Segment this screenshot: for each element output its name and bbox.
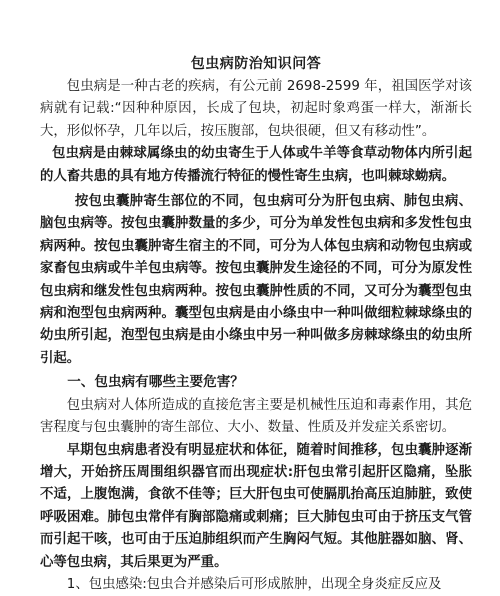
paragraph-complication: 1、包虫感染:包虫合并感染后可形成脓肿，出现全身炎症反应及 (66, 576, 442, 592)
paragraph-classification: 按包虫囊肿寄生部位的不同，包虫病可分为肝包虫病、肺包虫病、脑包虫病等。按包虫囊肿数量的多少，可分为单发性包虫病和多发性包虫病两种。按包虫囊肿寄生宿主的不同，可分为人体包虫病和动物包虫病或家畜包虫病或牛羊包虫病等。按包虫囊肿发生途径的不同，可分为原发性包虫病和继发性包虫病两种。按包虫囊肿性质的不同，又可分为囊型包虫病和泡型包虫病两种。囊型包虫病是由小绦虫中一种叫做细粒棘球绦虫的幼虫所引起，泡型包虫病是由小绦虫中另一种叫做多房棘球绦虫的幼虫所引起。 (40, 194, 472, 366)
paragraph-definition: 包虫病是由棘球属绦虫的幼虫寄生于人体或牛羊等食草动物体内所引起的人畜共患的具有地方传播流行特征的慢性寄生虫病，也叫棘球蚴病。 (40, 146, 472, 184)
section-heading: 一、包虫病有哪些主要危害？ (67, 374, 244, 391)
document-title: 包虫病防治知识问答 (190, 56, 322, 72)
paragraph-symptoms: 早期包虫病患者没有明显症状和体征，随着时间推移，包虫囊肿逐渐增大，开始挤压周围组织器官而出现症状:肝包虫常引起肝区隐痛，坠胀不适，上腹饱满，食欲不佳等；巨大肝包虫可使膈肌抬高压迫肺脏，致使呼吸困难。肺包虫常伴有胸部隐痛或刺痛；巨大肺包虫可由于挤压支气管而引起干咳，也可由于压迫肺组织而产生胸闷气短。其他脏器如脑、肾、心等包虫病，其后果更为严重。 (40, 442, 472, 570)
paragraph-hazards: 包虫病对人体所造成的直接危害主要是机械性压迫和毒素作用，其危害程度与包虫囊肿的寄生部位、大小、数量、性质及并发症关系密切。 (40, 397, 472, 436)
paragraph-intro: 包虫病是一种古老的疾病，有公元前 2698-2599 年，祖国医学对该病就有记载:“因种种原因，长成了包块，初起时象鸡蛋一样大，渐渐长大，形似怀孕，几年以后，按压腹部，包块很硬，但又有移动性”。 (40, 79, 472, 139)
